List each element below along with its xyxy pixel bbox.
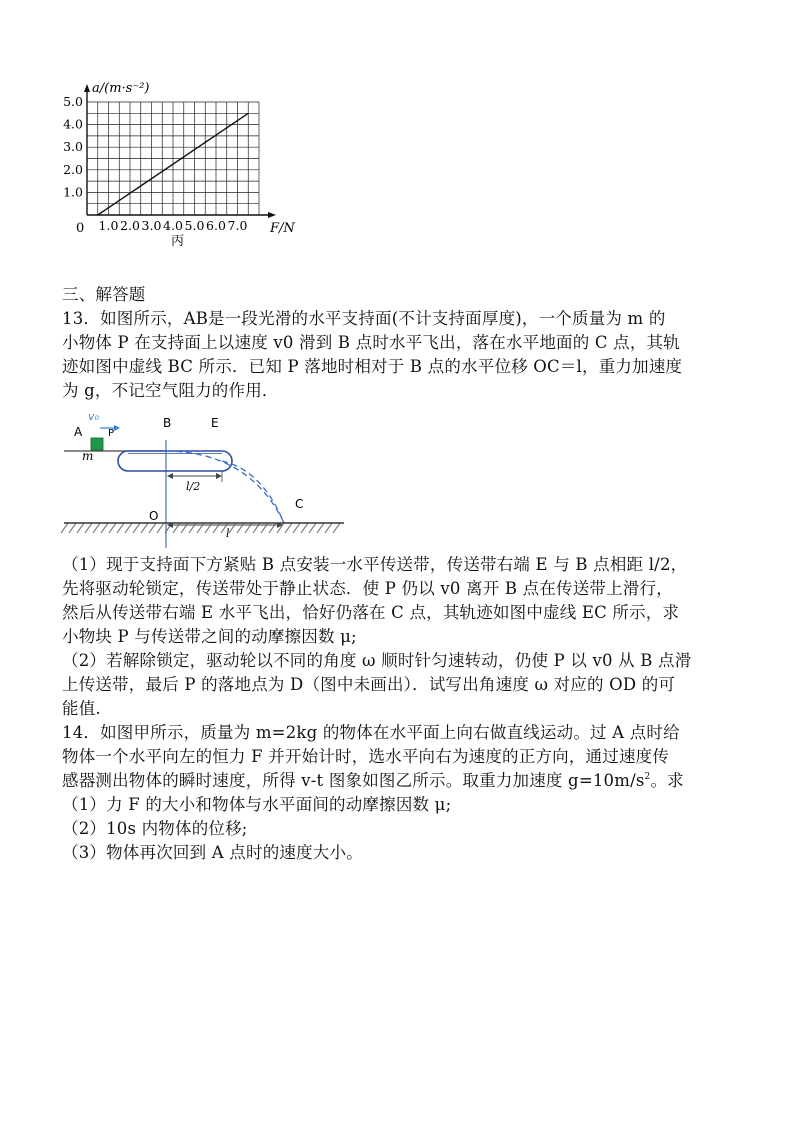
- hatch-mark: [269, 523, 276, 533]
- q14-part3: （3）物体再次回到 A 点时的速度大小。: [62, 843, 363, 862]
- hatch-mark: [117, 523, 124, 533]
- label-m: m: [82, 449, 94, 463]
- x-tick-label: 7.0: [227, 218, 248, 233]
- hatch-mark: [253, 523, 260, 533]
- origin-label: 0: [76, 221, 85, 236]
- q14-part2: （2）10s 内物体的位移;: [62, 819, 248, 838]
- hatch-mark: [317, 523, 324, 533]
- hatch-mark: [189, 523, 196, 533]
- hatch-mark: [101, 523, 108, 533]
- trajectory-ec: [222, 461, 284, 523]
- hatch-mark: [133, 523, 140, 533]
- q13-part1-line-3: 然后从传送带右端 E 水平飞出，恰好仍落在 C 点，其轨迹如图中虚线 EC 所示，求: [62, 603, 680, 622]
- q14-superscript: 2: [644, 772, 651, 782]
- graph-caption: 丙: [171, 234, 185, 249]
- label-b: B: [163, 416, 172, 430]
- q14-line-2: 物体一个水平向左的恒力 F 并开始计时，选水平向右为速度的正方向，通过速度传: [62, 747, 670, 766]
- hatch-mark: [69, 523, 76, 533]
- y-tick-label: 3.0: [63, 139, 83, 155]
- hatch-mark: [205, 523, 212, 533]
- section-heading: 三、解答题: [62, 285, 146, 304]
- label-e: E: [211, 416, 219, 430]
- label-l: l: [226, 527, 230, 540]
- hatch-mark: [85, 523, 92, 533]
- hatch-mark: [141, 523, 148, 533]
- half-l-left-arrow-icon: [167, 473, 173, 479]
- label-v0: v₀: [88, 410, 99, 423]
- y-tick-label: 1.0: [63, 184, 83, 200]
- label-half-l: l/2: [186, 480, 201, 493]
- y-tick-label: 5.0: [63, 94, 83, 109]
- hatch-mark: [325, 523, 332, 533]
- velocity-arrow-icon: [114, 425, 120, 431]
- hatch-mark: [77, 523, 84, 533]
- q13-part2-line-1: （2）若解除锁定，驱动轮以不同的角度 ω 顺时针匀速转动，仍使 P 以 v0 从 B 点滑: [62, 651, 692, 670]
- ground-hatching: [61, 523, 340, 533]
- q13-line-1: 13．如图所示，AB是一段光滑的水平支持面(不计支持面厚度)，一个质量为 m 的: [62, 309, 666, 328]
- label-c: C: [295, 497, 304, 511]
- q13-line-2: 小物体 P 在支持面上以速度 v0 滑到 B 点时水平飞出，落在水平地面的 C 点，其轨: [62, 333, 680, 352]
- hatch-mark: [301, 523, 308, 533]
- q13-part1-line-2: 先将驱动轮锁定，传送带处于静止状态．使 P 仍以 v0 离开 B 点在传送带上滑行，: [62, 579, 673, 598]
- q13-part2-line-2: 上传送带，最后 P 的落地点为 D（图中未画出）．试写出角速度 ω 对应的 OD 的可: [62, 675, 676, 694]
- hatch-mark: [261, 523, 268, 533]
- hatch-mark: [229, 523, 236, 533]
- hatch-mark: [197, 523, 204, 533]
- x-tick-label: 4.0: [163, 218, 183, 233]
- x-tick-label: 1.0: [98, 218, 119, 233]
- q14-line-3: [62, 769, 752, 793]
- hatch-mark: [213, 523, 220, 533]
- hatch-mark: [149, 523, 156, 533]
- hatch-mark: [237, 523, 244, 533]
- y-tick-label: 2.0: [63, 161, 83, 177]
- x-axis-label: F/N: [270, 221, 295, 236]
- label-a: A: [74, 425, 83, 439]
- hatch-mark: [293, 523, 300, 533]
- q14-part1: （1）力 F 的大小和物体与水平面间的动摩擦因数 μ;: [62, 795, 452, 814]
- x-tick-label: 5.0: [184, 218, 205, 233]
- hatch-mark: [285, 523, 292, 533]
- hatch-mark: [157, 523, 164, 533]
- q14-line-3-text: 感器测出物体的瞬时速度，所得 v-t 图象如图乙所示。取重力加速度 g=10m/s: [62, 771, 645, 790]
- hatch-mark: [181, 523, 188, 533]
- q13-part1-line-1: （1）现于支持面下方紧贴 B 点安装一水平传送带，传送带右端 E 与 B 点相距 l/2，: [62, 555, 688, 574]
- y-tick-label: 4.0: [63, 116, 83, 132]
- x-tick-label: 2.0: [120, 218, 140, 233]
- label-o: O: [149, 509, 159, 523]
- label-p: P: [108, 428, 115, 439]
- hatch-mark: [245, 523, 252, 533]
- hatch-mark: [93, 523, 100, 533]
- y-axis-label: a/(m·s⁻²): [92, 81, 150, 96]
- x-tick-label: 6.0: [206, 218, 226, 233]
- q13-part1-line-4: 小物块 P 与传送带之间的动摩擦因数 μ;: [62, 627, 357, 646]
- q13-part2-line-3: 能值.: [62, 699, 101, 718]
- q13-line-4: 为 g，不记空气阻力的作用．: [62, 381, 279, 400]
- conveyor-belt: [118, 451, 232, 471]
- hatch-mark: [125, 523, 132, 533]
- hatch-mark: [61, 523, 68, 533]
- hatch-mark: [333, 523, 340, 533]
- x-tick-label: 3.0: [141, 218, 162, 233]
- hatch-mark: [309, 523, 316, 533]
- q13-line-3: 迹如图中虚线 BC 所示．已知 P 落地时相对于 B 点的水平位移 OC＝l，重力加速度: [62, 357, 683, 376]
- conveyor-belt-diagram: [0, 0, 800, 560]
- hatch-mark: [109, 523, 116, 533]
- q14-line-3-tail: 。求: [650, 771, 684, 790]
- half-l-right-arrow-icon: [216, 473, 222, 479]
- q14-line-1: 14．如图甲所示，质量为 m=2kg 的物体在水平面上向右做直线运动。过 A 点时给: [62, 723, 680, 742]
- hatch-mark: [173, 523, 180, 533]
